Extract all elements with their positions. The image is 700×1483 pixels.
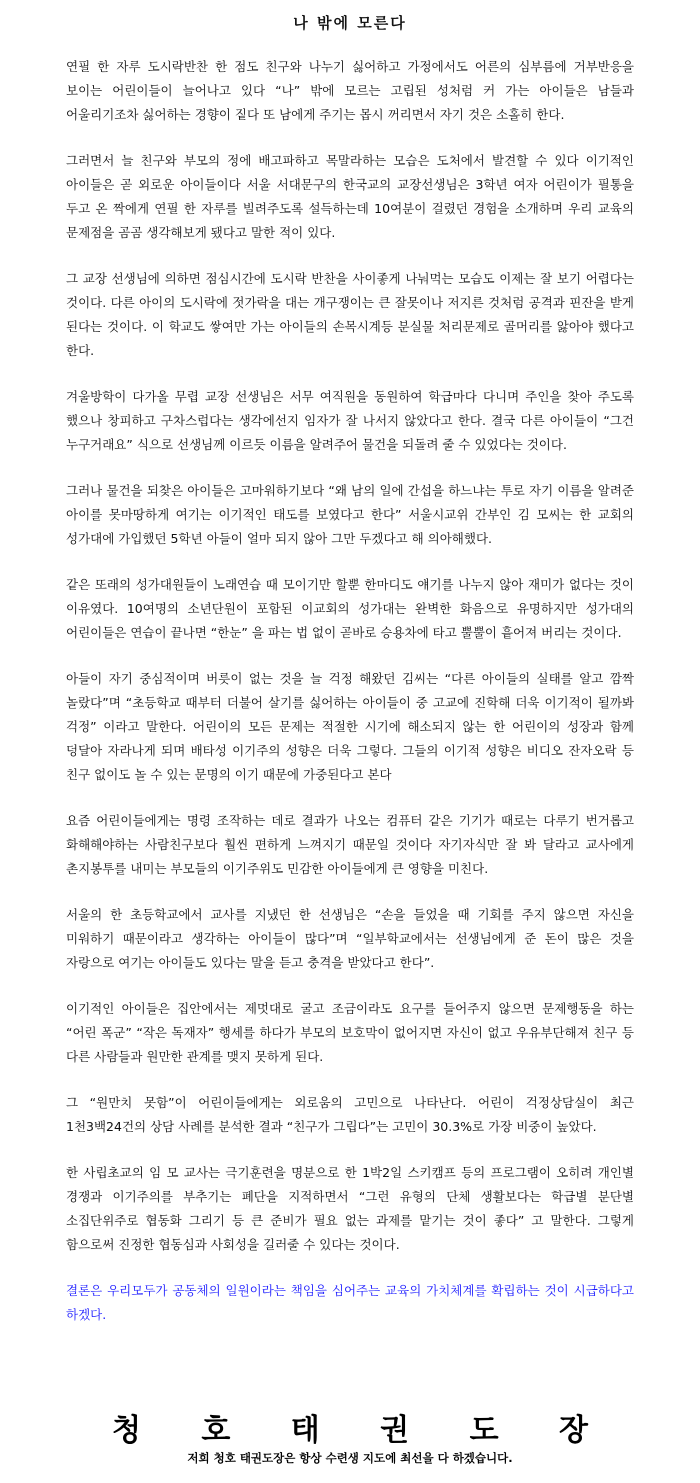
paragraph-3: 그 교장 선생님에 의하면 점심시간에 도시락 반찬을 사이좋게 나눠먹는 모습도 이제는 잘 보기 어렵다는 것이다. 다른 아이의 도시락에 젓가락을 대는 개구쟁이는 큰 잘못이나 저지른 것처럼 공격과 핀잔을 받게 된다는 것이다. 이 학교도 쌓여만 가는 아이들의 손목시계등 분실물 처리문제로 골머리를 앓아야 했다고 한다.	[66, 271, 634, 358]
page-title: 나 밖에 모른다	[293, 14, 407, 32]
paragraph-1: 연필 한 자루 도시락반찬 한 점도 친구와 나누기 싫어하고 가정에서도 어른의 심부름에 거부반응을 보이는 어린이들이 늘어나고 있다 “나” 밖에 모르는 고립된 성처럼 커 가는 아이들은 남들과 어울리기조차 싫어하는 경향이 짙다 또 남에게 주기는 몹시 꺼리면서 자기 것은 소홀히 한다.	[66, 59, 634, 122]
dojang-name-char: 태	[290, 1413, 320, 1448]
paragraph-10: 이기적인 아이들은 집안에서는 제멋대로 굴고 조금이라도 요구를 들어주지 않으면 문제행동을 하는 “어린 폭군” “작은 독재자” 행세를 하다가 부모의 보호막이 없어지면 자신이 없고 우유부단해져 친구 등 다른 사람들과 원만한 관계를 맺지 못하게 된다.	[66, 1001, 634, 1064]
paragraph-5: 그러나 물건을 되찾은 아이들은 고마워하기보다 “왜 남의 일에 간섭을 하느냐는 투로 자기 이름을 알려준 아이를 못마땅하게 여기는 이기적인 태도를 보였다고 한다” 서울시교위 간부인 김 모씨는 한 교회의 성가대에 가입했던 5학년 아들이 얼마 되지 않아 그만 두겠다고 해 의아해했다.	[66, 483, 634, 546]
paragraph-11: 그 “원만치 못함”이 어린이들에게는 외로움의 고민으로 나타난다. 어린이 걱정상담실이 최근 1천3백24건의 상담 사례를 분석한 결과 “친구가 그립다”는 고민이 30.3%로 가장 비중이 높았다.	[66, 1095, 634, 1134]
dojang-tagline: 저희 청호 태권도장은 항상 수련생 지도에 최선을 다 하겠습니다.	[187, 1451, 513, 1465]
paragraph-7: 아들이 자기 중심적이며 버릇이 없는 것을 늘 걱정 해왔던 김씨는 “다른 아이들의 실태를 알고 깜짝 놀랐다”며 “초등학교 때부터 더불어 살기를 싫어하는 아이들이 중 고교에 진학해 더욱 이기적이 될까봐 걱정” 이라고 말한다. 어린이의 모든 문제는 적절한 시기에 해소되지 않는 한 어린이의 성장과 함께 덩달아 자라나게 되며 배타성 이기주의 성향은 더욱 그렇다. 그들의 이기적 성향은 비디오 잔자오락 등 친구 없이도 놀 수 있는 문명의 이기 때문에 가중된다고 본다	[66, 671, 634, 782]
conclusion-paragraph: 결론은 우리모두가 공동체의 일원이라는 책임을 심어주는 교육의 가치체계를 확립하는 것이 시급하다고 하겠다.	[66, 1283, 634, 1322]
paragraph-12: 한 사립초교의 임 모 교사는 극기훈련을 명분으로 한 1박2일 스키캠프 등의 프로그램이 오히려 개인별 경쟁과 이기주의를 부추기는 폐단을 지적하면서 “그런 유형의 단체 생활보다는 학급별 분단별 소집단위주로 협동화 그리기 등 큰 준비가 필요 없는 과제를 맡기는 것이 좋다” 고 말한다. 그렇게 함으로써 진정한 협동심과 사회성을 길러줄 수 있다는 것이다.	[66, 1165, 634, 1252]
paragraph-8: 요즘 어린이들에게는 명령 조작하는 데로 결과가 나오는 컴퓨터 같은 기기가 때로는 다루기 번거롭고 화해해야하는 사람친구보다 훨씬 편하게 느껴지기 때문일 것이다 자기자식만 잘 봐 달라고 교사에게 촌지봉투를 내미는 부모들의 이기주위도 민감한 아이들에게 큰 영향을 미친다.	[66, 813, 634, 876]
dojang-name-char: 호	[201, 1413, 231, 1448]
paragraph-6: 같은 또래의 성가대원들이 노래연습 때 모이기만 할뿐 한마디도 얘기를 나누지 않아 재미가 없다는 것이 이유였다. 10여명의 소년단원이 포함된 이교회의 성가대는 완벽한 화음으로 유명하지만 성가대의 어린이들은 연습이 끝나면 “한눈” 을 파는 법 없이 곧바로 승용차에 타고 뿔뿔이 흩어져 버리는 것이다.	[66, 577, 634, 640]
paragraph-4: 겨울방학이 다가올 무렵 교장 선생님은 서무 여직원을 동원하여 학급마다 다니며 주인을 찾아 주도록 했으나 창피하고 구차스럽다는 생각에선지 임자가 잘 나서지 않았다고 한다. 결국 다른 아이들이 “그건 누구거래요” 식으로 선생님께 이르듯 이름을 알려주어 물건을 되돌려 줄 수 있었다는 것이다.	[66, 389, 634, 452]
dojang-name-char: 권	[380, 1413, 410, 1448]
dojang-name-char: 청	[112, 1413, 141, 1448]
dojang-name	[112, 1405, 588, 1449]
paragraph-9: 서울의 한 초등학교에서 교사를 지냈던 한 선생님은 “손을 들었을 때 기회를 주지 않으면 자신을 미워하기 때문이라고 생각하는 아이들이 많다”며 “일부학교에서는 선생님에게 준 돈이 많은 것을 자랑으로 여기는 아이들도 있다는 말을 듣고 충격을 받았다고 한다”.	[66, 907, 634, 970]
dojang-name-char: 장	[558, 1413, 588, 1448]
dojang-name-char: 도	[469, 1413, 499, 1448]
paragraph-2: 그러면서 늘 친구와 부모의 정에 배고파하고 목말라하는 모습은 도처에서 발견할 수 있다 이기적인 아이들은 곧 외로운 아이들이다 서울 서대문구의 한국교의 교장선생님은 3학년 여자 어린이가 필통을 두고 온 짝에게 연필 한 자루를 빌려주도록 설득하는데 10여분이 걸렸던 경험을 소개하며 우리 교육의 문제점을 곰곰 생각해보게 됐다고 말한 적이 있다.	[66, 153, 634, 240]
article-body	[66, 55, 634, 1349]
